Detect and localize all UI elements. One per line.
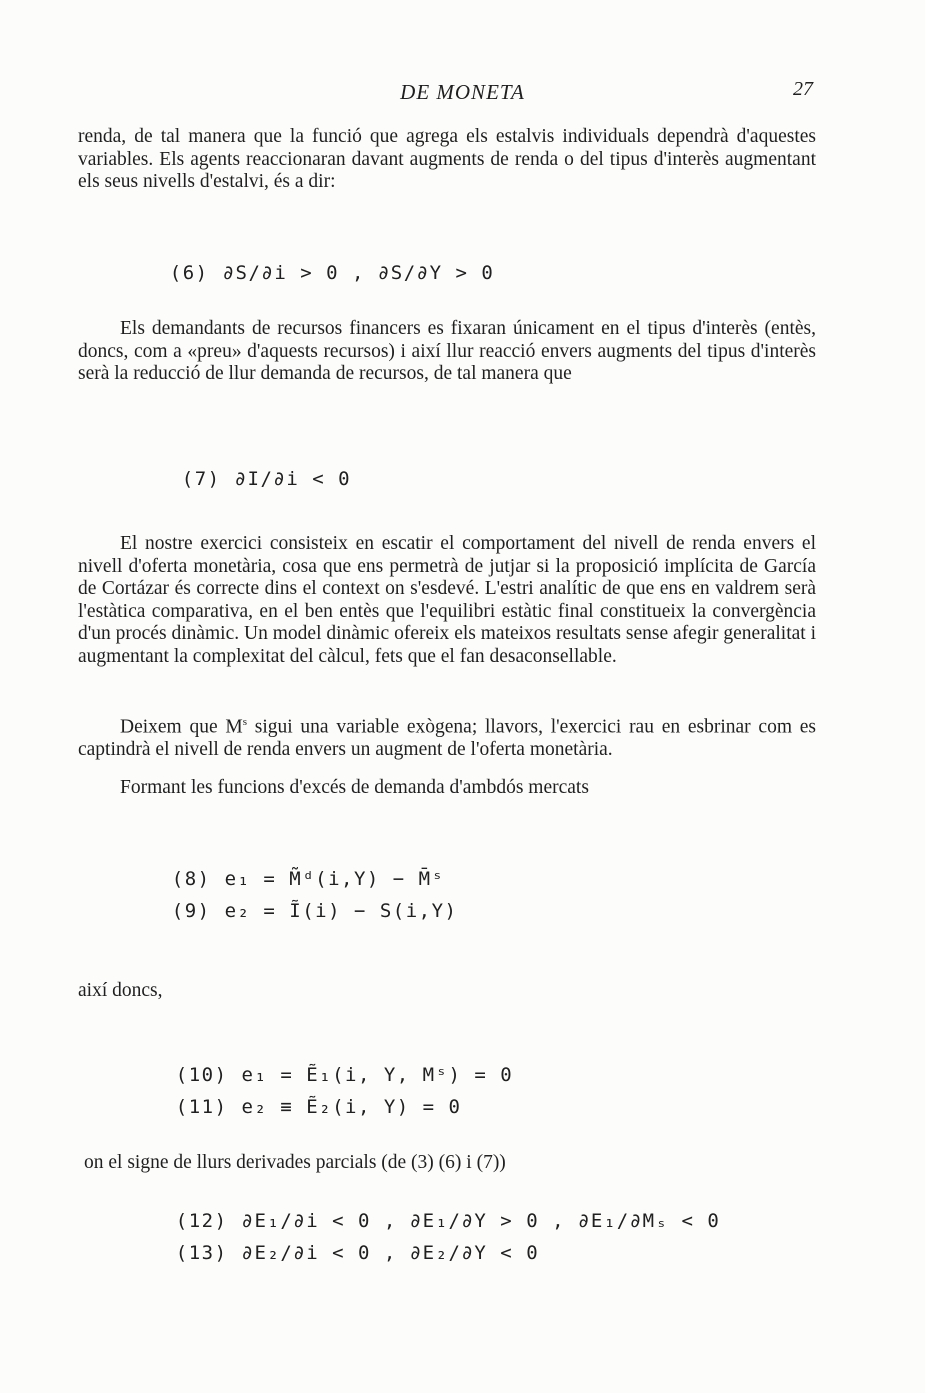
- equation-number: (13): [175, 1242, 228, 1264]
- equation-9: [120, 878, 458, 944]
- equation-number: (6): [169, 262, 209, 284]
- page-number: 27: [793, 78, 813, 100]
- paragraph-partial-derivatives: on el signe de llurs derivades parcials (de (3) (6) i (7)): [84, 1152, 506, 1173]
- paragraph-thus: així doncs,: [78, 980, 163, 1001]
- paragraph-exercise: El nostre exercici consisteix en escatir el comportament del nivell de renda envers el nivell d'oferta monetària, cosa que ens permetrà de jutjar si la proposició implícita de García de Cortázar és correcte dins el context on s'esdevé. L'estri analític de que ens en valdrem serà l'estàtica comparativa, en el ben entès que l'equilibri estàtic final constitueix la convergència d'un procés dinàmic. Un model dinàmic ofereix els mateixos resultats sense afegir generalitat i augmentant la complexitat del càlcul, fets que el fan desaconsellable.: [78, 533, 816, 667]
- equation-body: ∂I/∂i < 0: [234, 468, 352, 490]
- paragraph-excess-demand: Formant les funcions d'excés de demanda d'ambdós mercats: [120, 777, 589, 798]
- equation-number: (7): [181, 468, 221, 490]
- equation-body: e₂ ≡ Ẽ₂(i, Y) = 0: [241, 1096, 462, 1118]
- equation-body: ∂E₁/∂i < 0 , ∂E₁/∂Y > 0 , ∂E₁/∂Mₛ < 0: [241, 1210, 721, 1232]
- paragraph-investment-demand: Els demandants de recursos financers es fixaran únicament en el tipus d'interès (entès, doncs, com a «preu» d'aquests recursos) i així llur reacció envers augments del tipus d'interès serà la reducció de llur demanda de recursos, de tal manera que: [78, 318, 816, 384]
- equation-number: (10): [175, 1064, 228, 1086]
- equation-body: e₂ = Ĩ(i) − S(i,Y): [224, 900, 458, 922]
- equation-body: ∂E₂/∂i < 0 , ∂E₂/∂Y < 0: [241, 1242, 540, 1264]
- equation-13: [124, 1220, 539, 1286]
- equation-number: (12): [175, 1210, 228, 1232]
- equation-body: e₁ = M̃ᵈ(i,Y) − M̄ˢ: [224, 868, 445, 890]
- equation-body: ∂S/∂i > 0 , ∂S/∂Y > 0: [222, 262, 495, 284]
- equation-6: [118, 240, 494, 306]
- equation-number: (9): [171, 900, 211, 922]
- paragraph-exogenous-money: Deixem que $M^s$ sigui una variable exògena; llavors, l'exercici rau en esbrinar com es captindrà el nivell de renda envers un augment de l'oferta monetària.: [78, 716, 816, 760]
- equation-body: e₁ = Ẽ₁(i, Y, Mˢ) = 0: [241, 1064, 514, 1086]
- equation-11: [124, 1074, 462, 1140]
- equation-7: [130, 446, 351, 512]
- running-title: DE MONETA: [400, 80, 525, 104]
- equation-number: (11): [175, 1096, 228, 1118]
- paragraph-savings-function: renda, de tal manera que la funció que agrega els estalvis individuals dependrà d'aquestes variables. Els agents reaccionaran davant augments de renda o del tipus d'interès augmentant els seus nivells d'estalvi, és a dir:: [78, 126, 816, 192]
- equation-number: (8): [171, 868, 211, 890]
